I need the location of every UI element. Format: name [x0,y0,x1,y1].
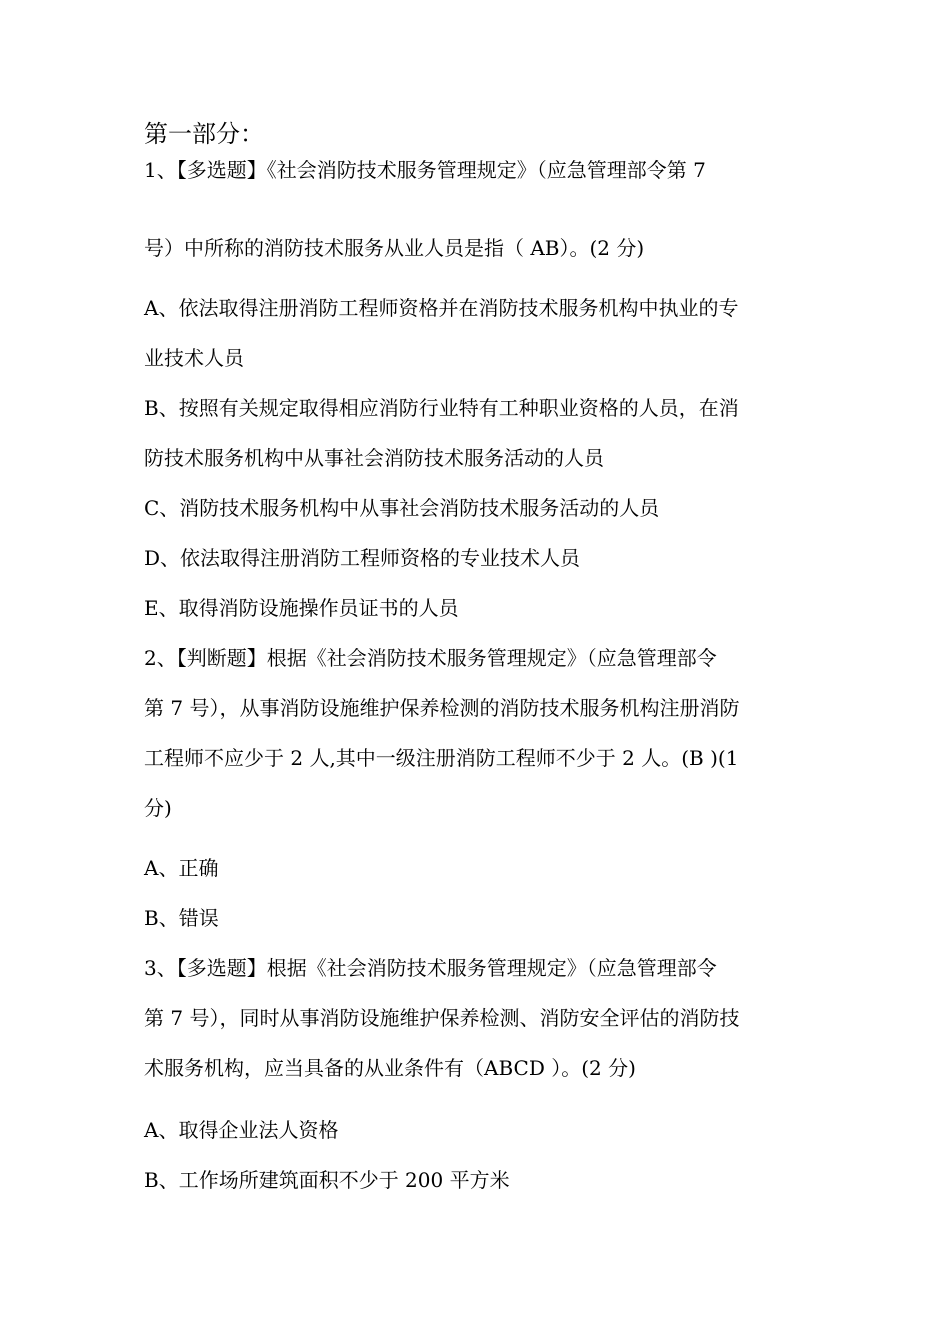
question-1-option-b-line-2: 防技术服务机构中从事社会消防技术服务活动的人员 [144,446,604,470]
question-1-text-line-2: 号）中所称的消防技术服务从业人员是指（ AB）。(2 分) [144,236,645,260]
question-3-text-line-1: 3、【多选题】根据《社会消防技术服务管理规定》（应急管理部令 [144,956,717,980]
question-3-text-line-3: 术服务机构，应当具备的从业条件有（ABCD ）。(2 分) [144,1056,636,1080]
question-2-option-a: A、正确 [144,856,219,880]
question-1-option-b-line-1: B、按照有关规定取得相应消防行业特有工种职业资格的人员，在消 [144,396,739,420]
question-1-option-e: E、取得消防设施操作员证书的人员 [144,596,459,620]
question-1-option-a-line-2: 业技术人员 [144,346,244,370]
question-1-option-a-line-1: A、依法取得注册消防工程师资格并在消防技术服务机构中执业的专 [144,296,739,320]
question-2-option-b: B、错误 [144,906,219,930]
question-2-text-line-2: 第 7 号），从事消防设施维护保养检测的消防技术服务机构注册消防 [144,696,740,720]
question-1-option-d: D、依法取得注册消防工程师资格的专业技术人员 [144,546,581,570]
question-1-text-line-1: 1、【多选题】《社会消防技术服务管理规定》（应急管理部令第 7 [144,158,706,182]
question-1-option-c: C、消防技术服务机构中从事社会消防技术服务活动的人员 [144,496,660,520]
question-2-text-line-3: 工程师不应少于 2 人,其中一级注册消防工程师不少于 2 人。(B )(1 [144,746,739,770]
question-2-text-line-1: 2、【判断题】根据《社会消防技术服务管理规定》（应急管理部令 [144,646,717,670]
question-3-text-line-2: 第 7 号），同时从事消防设施维护保养检测、消防安全评估的消防技 [144,1006,740,1030]
question-3-option-a: A、取得企业法人资格 [144,1118,339,1142]
question-2-text-line-4: 分) [144,796,172,820]
question-3-option-b: B、工作场所建筑面积不少于 200 平方米 [144,1168,510,1192]
section-title: 第一部分： [144,120,264,148]
